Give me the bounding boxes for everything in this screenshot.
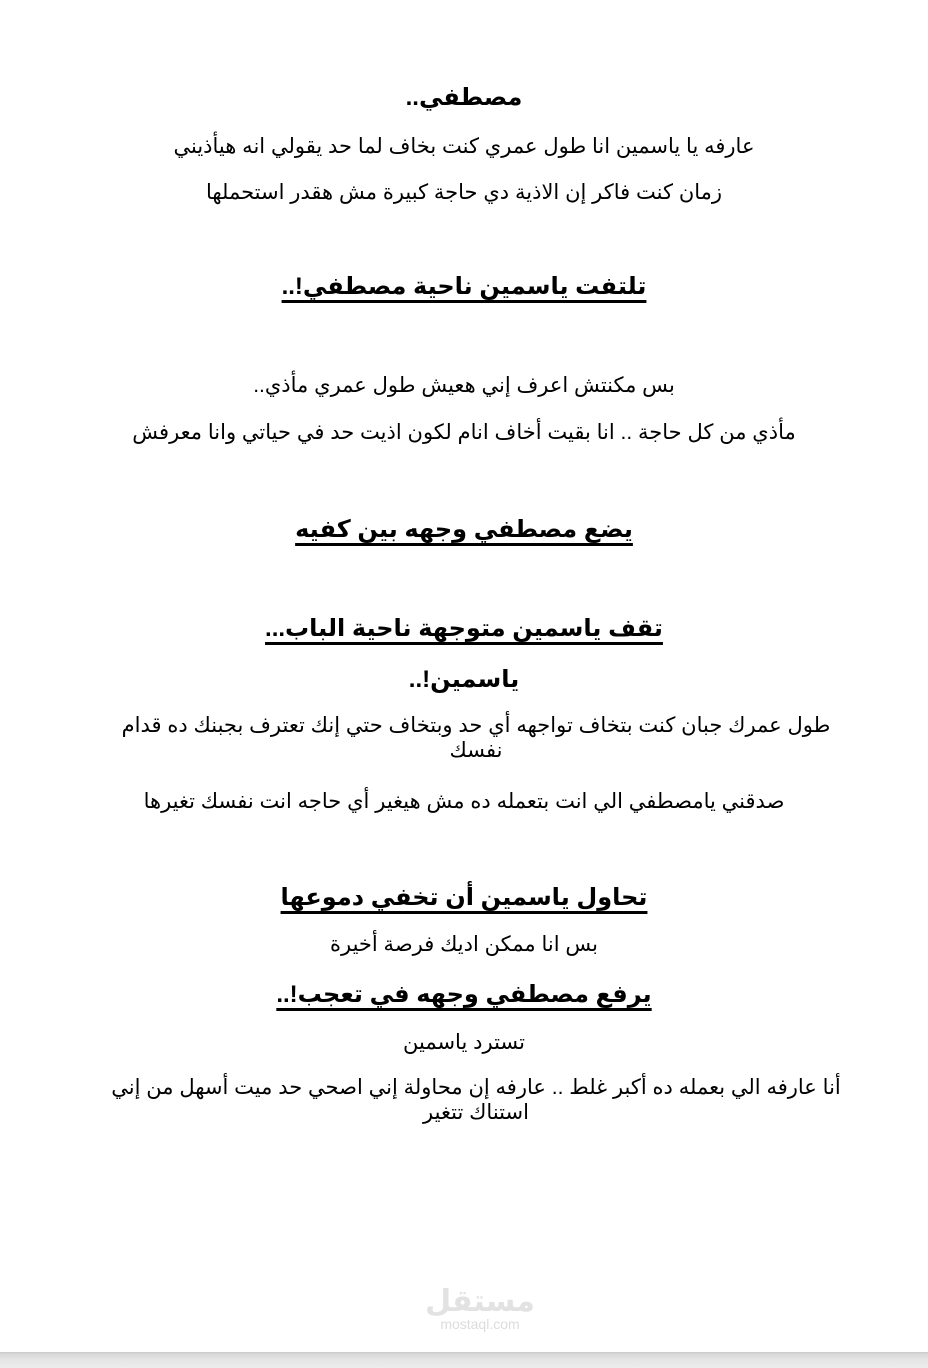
watermark-arabic: مستقل bbox=[425, 1284, 535, 1319]
speaker-name-text: مصطفي.. bbox=[405, 84, 523, 111]
dialogue-text: عارفه يا ياسمين انا طول عمري كنت بخاف لما حد يقولي انه هيأذيني bbox=[173, 135, 755, 158]
dialogue-line bbox=[0, 791, 928, 812]
dialogue-text: تسترد ياسمين bbox=[403, 1031, 525, 1054]
stage-direction bbox=[0, 886, 928, 910]
stage-direction-text: يضع مصطفي وجهه بين كفيه bbox=[295, 516, 633, 543]
dialogue-line bbox=[0, 1032, 928, 1053]
speaker-name bbox=[0, 668, 928, 692]
stage-direction bbox=[0, 275, 928, 299]
stage-direction-text: يرفع مصطفي وجهه في تعجب!.. bbox=[276, 981, 652, 1008]
stage-direction-text: تحاول ياسمين أن تخفي دموعها bbox=[280, 884, 648, 911]
dialogue-line bbox=[0, 375, 928, 396]
dialogue-line bbox=[0, 422, 928, 443]
dialogue-paragraph bbox=[105, 1075, 847, 1125]
dialogue-text: مأذي من كل حاجة .. انا بقيت أخاف انام لكون اذيت حد في حياتي وانا معرفش bbox=[132, 421, 796, 444]
dialogue-text: صدقني يامصطفي الي انت بتعمله ده مش هيغير أي حاجه انت نفسك تغيرها bbox=[143, 790, 785, 813]
watermark-logo bbox=[420, 1286, 540, 1332]
dialogue-text: طول عمرك جبان كنت بتخاف تواجهه أي حد وبتخاف حتي إنك تعترف بجبنك ده قدام نفسك bbox=[121, 714, 831, 762]
stage-direction bbox=[0, 518, 928, 542]
stage-direction bbox=[0, 983, 928, 1007]
dialogue-paragraph bbox=[115, 713, 837, 763]
dialogue-text: أنا عارفه الي بعمله ده أكبر غلط .. عارفه إن محاولة إني اصحي حد ميت أسهل من إني استناك تتغير bbox=[111, 1076, 841, 1124]
stage-direction-text: تقف ياسمين متوجهة ناحية الباب... bbox=[265, 615, 663, 642]
speaker-name bbox=[0, 86, 928, 110]
dialogue-line bbox=[0, 136, 928, 157]
speaker-name-text: ياسمين!.. bbox=[408, 666, 520, 693]
dialogue-line bbox=[0, 182, 928, 203]
dialogue-text: بس انا ممكن اديك فرصة أخيرة bbox=[329, 933, 599, 956]
page-bottom-edge bbox=[0, 1352, 928, 1368]
stage-direction-text: تلتفت ياسمين ناحية مصطفي!.. bbox=[281, 273, 647, 300]
stage-direction bbox=[0, 617, 928, 641]
dialogue-line bbox=[0, 934, 928, 955]
dialogue-text: زمان كنت فاكر إن الاذية دي حاجة كبيرة مش هقدر استحملها bbox=[205, 181, 723, 204]
watermark-latin: mostaql.com bbox=[440, 1316, 520, 1332]
dialogue-text: بس مكنتش اعرف إني هعيش طول عمري مأذي.. bbox=[253, 374, 675, 397]
